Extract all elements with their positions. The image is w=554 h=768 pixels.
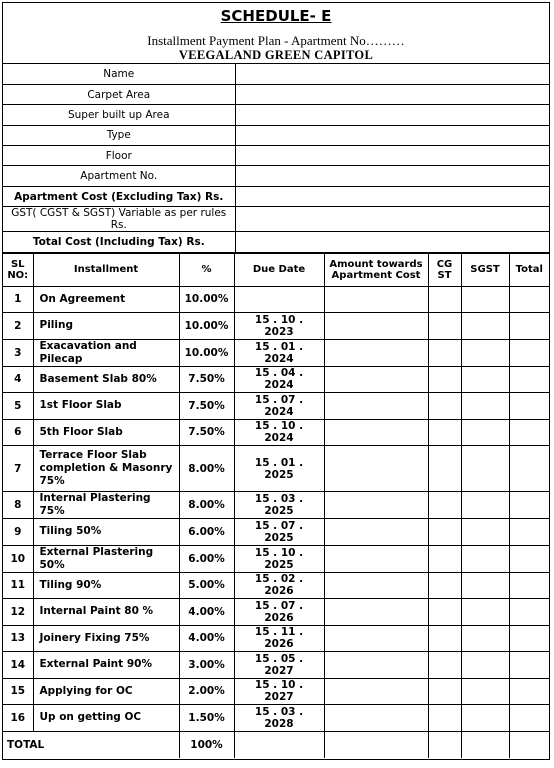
installment-percent: 7.50% (179, 366, 234, 393)
cgst-cell[interactable] (428, 705, 461, 732)
installment-row (3, 705, 549, 732)
detail-row (3, 207, 549, 232)
detail-value-field[interactable] (235, 84, 549, 104)
total-cell[interactable] (509, 419, 549, 446)
total-cell[interactable] (509, 492, 549, 519)
total-cell[interactable] (509, 313, 549, 340)
installment-row (3, 446, 549, 492)
due-date: 15 . 01 . 2025 (234, 446, 324, 492)
installment-name: Internal Paint 80 % (33, 599, 179, 626)
sgst-cell[interactable] (461, 599, 509, 626)
installment-name: Internal Plastering 75% (33, 492, 179, 519)
detail-value-field[interactable] (235, 125, 549, 145)
sgst-cell[interactable] (461, 678, 509, 705)
apartment-details-table (3, 64, 549, 253)
installment-name: External Paint 90% (33, 652, 179, 679)
cgst-cell[interactable] (428, 366, 461, 393)
installment-row (3, 625, 549, 652)
sgst-cell[interactable] (461, 286, 509, 313)
sl-number: 10 (3, 545, 33, 572)
due-date: 15 . 05 . 2027 (234, 652, 324, 679)
installment-name: Piling (33, 313, 179, 340)
plan-subtitle: Installment Payment Plan - Apartment No……… (147, 33, 405, 48)
installment-row (3, 545, 549, 572)
detail-row (3, 84, 549, 104)
amount-cell[interactable] (324, 286, 428, 313)
total-cell[interactable] (509, 286, 549, 313)
installment-row (3, 678, 549, 705)
total-due-date-cell[interactable] (234, 731, 324, 758)
installment-row (3, 393, 549, 420)
due-date: 15 . 03 . 2028 (234, 705, 324, 732)
total-label: TOTAL (3, 731, 179, 758)
total-amount-cell[interactable] (324, 731, 428, 758)
col-header-cgst: CG ST (428, 253, 461, 286)
due-date: 15 . 10 . 2023 (234, 313, 324, 340)
detail-row (3, 125, 549, 145)
cgst-cell[interactable] (428, 393, 461, 420)
amount-cell[interactable] (324, 419, 428, 446)
total-percent: 100% (179, 731, 234, 758)
total-cell[interactable] (509, 545, 549, 572)
col-header-installment: Installment (33, 253, 179, 286)
detail-label: Total Cost (Including Tax) Rs. (3, 232, 235, 252)
detail-row (3, 105, 549, 125)
installment-row (3, 599, 549, 626)
schedule-document (2, 2, 550, 760)
schedule-header-row (3, 253, 549, 286)
sl-number: 14 (3, 652, 33, 679)
detail-row (3, 232, 549, 252)
sgst-cell[interactable] (461, 339, 509, 366)
installment-name: Joinery Fixing 75% (33, 625, 179, 652)
amount-cell[interactable] (324, 339, 428, 366)
cgst-cell[interactable] (428, 652, 461, 679)
installment-row (3, 286, 549, 313)
sl-number: 8 (3, 492, 33, 519)
sl-number: 2 (3, 313, 33, 340)
detail-label: Floor (3, 146, 235, 166)
amount-cell[interactable] (324, 393, 428, 420)
detail-label: Apartment Cost (Excluding Tax) Rs. (3, 186, 235, 206)
amount-cell[interactable] (324, 705, 428, 732)
detail-label: Carpet Area (3, 84, 235, 104)
installment-percent: 5.00% (179, 572, 234, 599)
document-header (3, 3, 549, 64)
amount-cell[interactable] (324, 625, 428, 652)
due-date: 15 . 10 . 2024 (234, 419, 324, 446)
cgst-cell[interactable] (428, 545, 461, 572)
total-row (3, 731, 549, 758)
project-name: VEEGALAND GREEN CAPITOL (178, 48, 374, 62)
detail-row (3, 186, 549, 206)
detail-value-field[interactable] (235, 232, 549, 252)
sl-number: 15 (3, 678, 33, 705)
due-date: 15 . 10 . 2027 (234, 678, 324, 705)
detail-value-field[interactable] (235, 207, 549, 232)
sl-number: 5 (3, 393, 33, 420)
sgst-cell[interactable] (461, 572, 509, 599)
sgst-cell[interactable] (461, 625, 509, 652)
cgst-cell[interactable] (428, 419, 461, 446)
sl-number: 16 (3, 705, 33, 732)
total-cell[interactable] (509, 446, 549, 492)
cgst-cell[interactable] (428, 572, 461, 599)
installment-percent: 6.00% (179, 545, 234, 572)
detail-row (3, 166, 549, 186)
sgst-cell[interactable] (461, 419, 509, 446)
total-cell[interactable] (509, 678, 549, 705)
installment-name: 1st Floor Slab (33, 393, 179, 420)
sl-number: 1 (3, 286, 33, 313)
total-total-cell[interactable] (509, 731, 549, 758)
due-date: 15 . 02 . 2026 (234, 572, 324, 599)
total-cell[interactable] (509, 599, 549, 626)
total-sgst-cell[interactable] (461, 731, 509, 758)
installment-row (3, 313, 549, 340)
installment-percent: 8.00% (179, 446, 234, 492)
installment-row (3, 339, 549, 366)
sgst-cell[interactable] (461, 393, 509, 420)
installment-name: Up on getting OC (33, 705, 179, 732)
installment-percent: 8.00% (179, 492, 234, 519)
sl-number: 4 (3, 366, 33, 393)
detail-label: Name (3, 64, 235, 84)
due-date: 15 . 07 . 2024 (234, 393, 324, 420)
sgst-cell[interactable] (461, 705, 509, 732)
installment-name: On Agreement (33, 286, 179, 313)
detail-value-field[interactable] (235, 186, 549, 206)
col-header-sgst: SGST (461, 253, 509, 286)
schedule-title: SCHEDULE- E (220, 7, 332, 25)
amount-cell[interactable] (324, 366, 428, 393)
sl-number: 7 (3, 446, 33, 492)
installment-name: Terrace Floor Slab completion & Masonry 75% (33, 446, 179, 492)
cgst-cell[interactable] (428, 286, 461, 313)
installment-row (3, 572, 549, 599)
installment-name: Basement Slab 80% (33, 366, 179, 393)
installment-name: External Plastering 50% (33, 545, 179, 572)
installment-percent: 1.50% (179, 705, 234, 732)
due-date (234, 286, 324, 313)
cgst-cell[interactable] (428, 339, 461, 366)
sgst-cell[interactable] (461, 652, 509, 679)
due-date: 15 . 04 . 2024 (234, 366, 324, 393)
total-cell[interactable] (509, 652, 549, 679)
installment-percent: 2.00% (179, 678, 234, 705)
amount-cell[interactable] (324, 446, 428, 492)
installment-name: Tiling 50% (33, 519, 179, 546)
total-cell[interactable] (509, 572, 549, 599)
amount-cell[interactable] (324, 545, 428, 572)
installment-name: Tiling 90% (33, 572, 179, 599)
cgst-cell[interactable] (428, 313, 461, 340)
total-cgst-cell[interactable] (428, 731, 461, 758)
total-cell[interactable] (509, 705, 549, 732)
cgst-cell[interactable] (428, 519, 461, 546)
cgst-cell[interactable] (428, 625, 461, 652)
detail-label: GST( CGST & SGST) Variable as per rules Rs. (3, 207, 235, 232)
detail-label: Super built up Area (3, 105, 235, 125)
detail-value-field[interactable] (235, 166, 549, 186)
total-cell[interactable] (509, 519, 549, 546)
installment-percent: 6.00% (179, 519, 234, 546)
detail-value-field[interactable] (235, 105, 549, 125)
due-date: 15 . 01 . 2024 (234, 339, 324, 366)
due-date: 15 . 07 . 2026 (234, 599, 324, 626)
sl-number: 6 (3, 419, 33, 446)
sgst-cell[interactable] (461, 313, 509, 340)
cgst-cell[interactable] (428, 492, 461, 519)
installment-schedule-table (3, 253, 549, 758)
cgst-cell[interactable] (428, 599, 461, 626)
amount-cell[interactable] (324, 678, 428, 705)
sl-number: 12 (3, 599, 33, 626)
detail-label: Type (3, 125, 235, 145)
installment-percent: 4.00% (179, 625, 234, 652)
sgst-cell[interactable] (461, 446, 509, 492)
sgst-cell[interactable] (461, 492, 509, 519)
installment-row (3, 419, 549, 446)
col-header-sl: SL NO: (3, 253, 33, 286)
sl-number: 11 (3, 572, 33, 599)
installment-name: Exacavation and Pilecap (33, 339, 179, 366)
amount-cell[interactable] (324, 519, 428, 546)
installment-percent: 7.50% (179, 419, 234, 446)
amount-cell[interactable] (324, 652, 428, 679)
installment-row (3, 519, 549, 546)
detail-row (3, 64, 549, 84)
amount-cell[interactable] (324, 492, 428, 519)
installment-percent: 10.00% (179, 313, 234, 340)
col-header-due-date: Due Date (234, 253, 324, 286)
amount-cell[interactable] (324, 313, 428, 340)
amount-cell[interactable] (324, 599, 428, 626)
installment-percent: 10.00% (179, 286, 234, 313)
installment-name: 5th Floor Slab (33, 419, 179, 446)
total-cell[interactable] (509, 393, 549, 420)
sl-number: 9 (3, 519, 33, 546)
total-cell[interactable] (509, 625, 549, 652)
total-cell[interactable] (509, 339, 549, 366)
col-header-total: Total (509, 253, 549, 286)
detail-label: Apartment No. (3, 166, 235, 186)
col-header-amount: Amount towards Apartment Cost (324, 253, 428, 286)
sl-number: 3 (3, 339, 33, 366)
installment-row (3, 492, 549, 519)
sgst-cell[interactable] (461, 545, 509, 572)
detail-row (3, 146, 549, 166)
detail-value-field[interactable] (235, 64, 549, 84)
installment-row (3, 366, 549, 393)
amount-cell[interactable] (324, 572, 428, 599)
installment-percent: 3.00% (179, 652, 234, 679)
installment-row (3, 652, 549, 679)
due-date: 15 . 11 . 2026 (234, 625, 324, 652)
due-date: 15 . 03 . 2025 (234, 492, 324, 519)
sgst-cell[interactable] (461, 366, 509, 393)
installment-name: Applying for OC (33, 678, 179, 705)
sgst-cell[interactable] (461, 519, 509, 546)
sl-number: 13 (3, 625, 33, 652)
installment-percent: 10.00% (179, 339, 234, 366)
installment-percent: 7.50% (179, 393, 234, 420)
total-cell[interactable] (509, 366, 549, 393)
cgst-cell[interactable] (428, 446, 461, 492)
due-date: 15 . 10 . 2025 (234, 545, 324, 572)
installment-percent: 4.00% (179, 599, 234, 626)
detail-value-field[interactable] (235, 146, 549, 166)
cgst-cell[interactable] (428, 678, 461, 705)
due-date: 15 . 07 . 2025 (234, 519, 324, 546)
col-header-percent: % (179, 253, 234, 286)
